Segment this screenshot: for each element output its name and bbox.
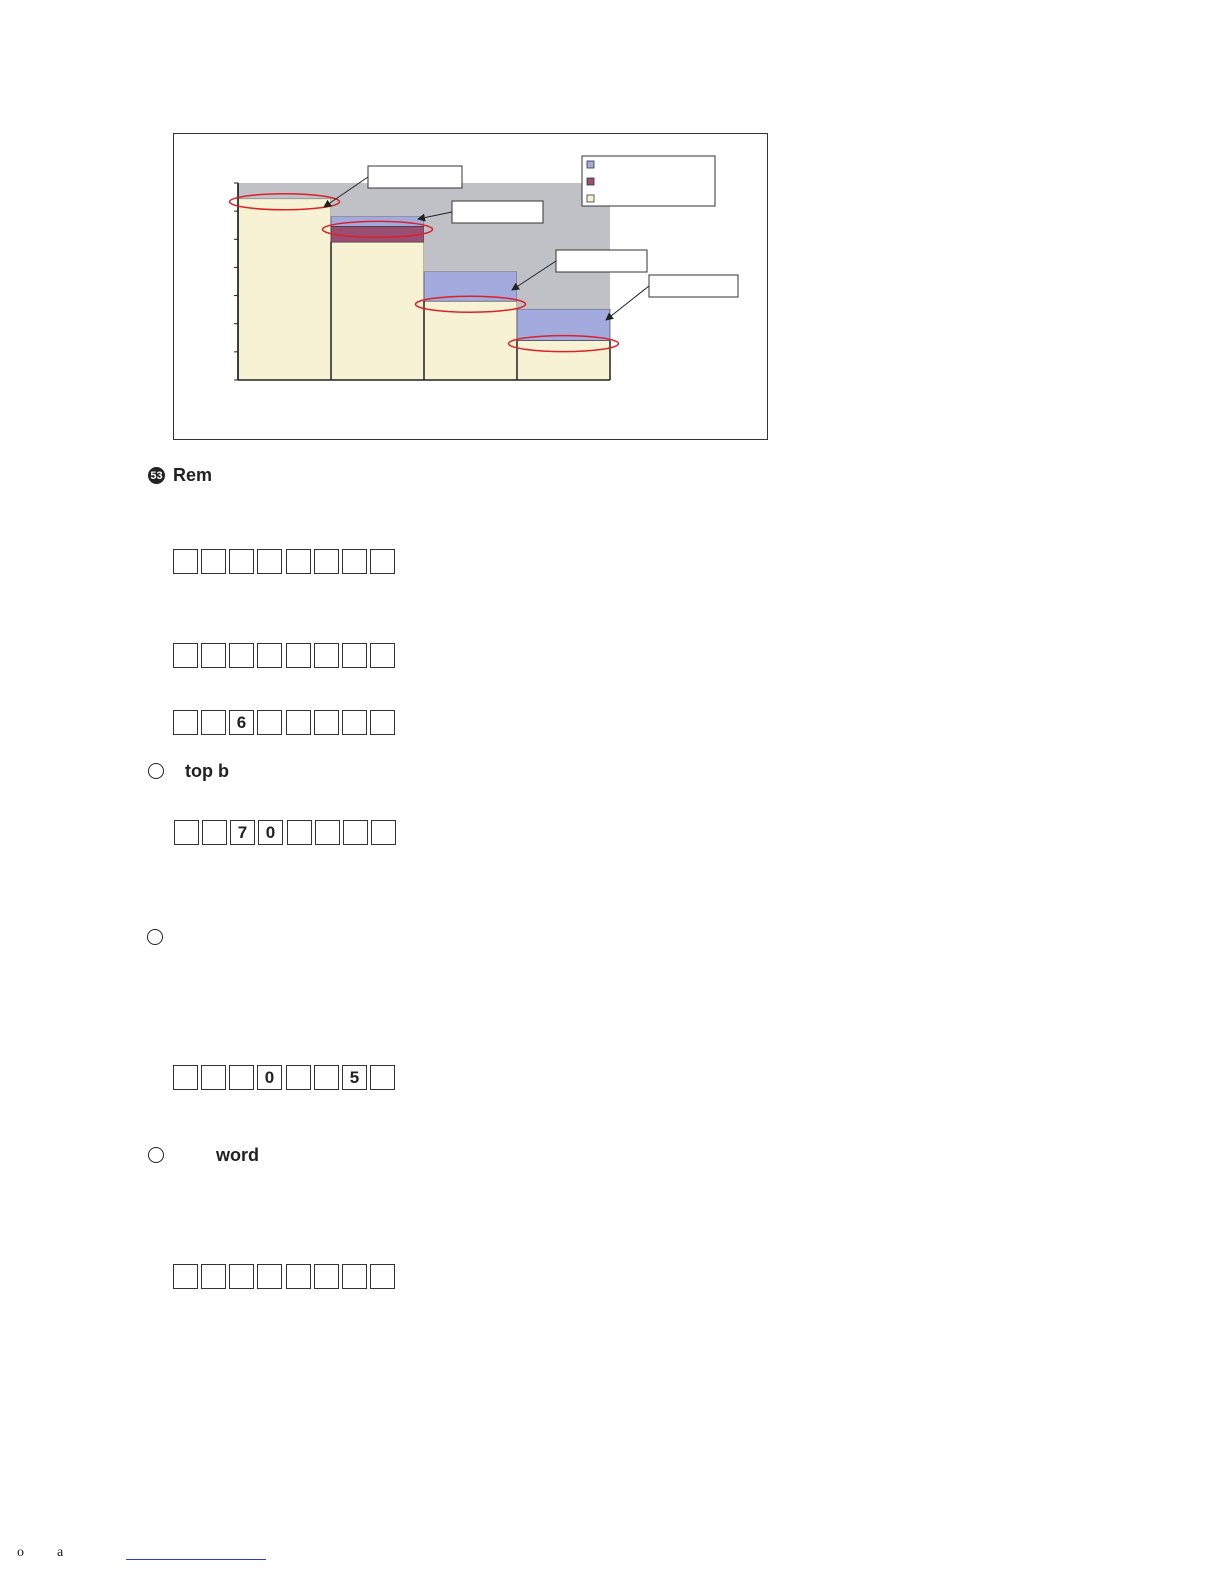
- digit-box[interactable]: 5: [342, 1065, 367, 1090]
- stacked-bar-chart: [174, 134, 769, 441]
- section-number-marker: 53: [148, 467, 165, 484]
- digit-box[interactable]: 0: [258, 820, 283, 845]
- digit-box[interactable]: [229, 549, 254, 574]
- section-circle-marker: [147, 929, 163, 945]
- digit-box[interactable]: [370, 1264, 395, 1289]
- digit-box[interactable]: [257, 1264, 282, 1289]
- digit-input-row-4[interactable]: [174, 820, 399, 846]
- digit-box[interactable]: [257, 643, 282, 668]
- digit-box[interactable]: [201, 549, 226, 574]
- section-heading: Rem: [173, 465, 213, 485]
- section-circle-marker: [148, 1147, 164, 1163]
- section-heading: top b: [185, 761, 229, 781]
- footer-text-left: o: [17, 1545, 24, 1560]
- digit-box[interactable]: [286, 710, 311, 735]
- digit-box[interactable]: [371, 820, 396, 845]
- digit-input-row-5[interactable]: [173, 1065, 398, 1091]
- digit-box[interactable]: [202, 820, 227, 845]
- digit-box[interactable]: [173, 643, 198, 668]
- digit-box[interactable]: [314, 1065, 339, 1090]
- footer-link-underline[interactable]: [126, 1559, 266, 1560]
- digit-box[interactable]: [342, 710, 367, 735]
- digit-input-row-6[interactable]: [173, 1264, 398, 1290]
- section-heading: word: [216, 1145, 259, 1165]
- digit-box[interactable]: [343, 820, 368, 845]
- digit-box[interactable]: [370, 549, 395, 574]
- digit-box[interactable]: 0: [257, 1065, 282, 1090]
- digit-box[interactable]: [342, 643, 367, 668]
- digit-input-row-1[interactable]: [173, 549, 398, 575]
- footer-text-right: a: [57, 1545, 64, 1560]
- digit-box[interactable]: [342, 1264, 367, 1289]
- annotation-box: [452, 201, 543, 223]
- bar-segment: [238, 183, 331, 199]
- legend-swatch: [587, 195, 594, 202]
- digit-box[interactable]: [201, 710, 226, 735]
- bar-segment: [238, 199, 331, 380]
- digit-box[interactable]: [286, 1065, 311, 1090]
- digit-box[interactable]: [173, 549, 198, 574]
- digit-box[interactable]: [229, 643, 254, 668]
- digit-box[interactable]: [257, 549, 282, 574]
- digit-box[interactable]: [201, 1264, 226, 1289]
- legend-box: [582, 156, 715, 206]
- digit-box[interactable]: 7: [230, 820, 255, 845]
- digit-box[interactable]: [286, 643, 311, 668]
- digit-box[interactable]: [314, 1264, 339, 1289]
- annotation-arrow: [606, 286, 649, 320]
- bar-segment: [331, 226, 424, 242]
- bar-segment: [331, 242, 424, 380]
- legend-swatch: [587, 178, 594, 185]
- annotation-box: [556, 250, 647, 272]
- digit-box[interactable]: [257, 710, 282, 735]
- digit-box[interactable]: [370, 1065, 395, 1090]
- bar-segment: [517, 341, 610, 380]
- digit-box[interactable]: [342, 549, 367, 574]
- chart-frame: [173, 133, 768, 440]
- digit-box[interactable]: [286, 1264, 311, 1289]
- digit-box[interactable]: [173, 1264, 198, 1289]
- digit-box[interactable]: [201, 1065, 226, 1090]
- digit-box[interactable]: [229, 1264, 254, 1289]
- digit-box[interactable]: [286, 549, 311, 574]
- digit-box[interactable]: [174, 820, 199, 845]
- digit-box[interactable]: [314, 643, 339, 668]
- annotation-box: [368, 166, 462, 188]
- digit-box[interactable]: [287, 820, 312, 845]
- digit-box[interactable]: [370, 710, 395, 735]
- digit-box[interactable]: [314, 710, 339, 735]
- section-circle-marker: [148, 763, 164, 779]
- annotation-box: [649, 275, 738, 297]
- digit-box[interactable]: [314, 549, 339, 574]
- digit-input-row-2[interactable]: [173, 643, 398, 669]
- digit-box[interactable]: [370, 643, 395, 668]
- bar-segment: [424, 301, 517, 380]
- digit-box[interactable]: 6: [229, 710, 254, 735]
- digit-box[interactable]: [173, 1065, 198, 1090]
- digit-box[interactable]: [229, 1065, 254, 1090]
- bar-segment: [424, 183, 517, 272]
- digit-input-row-3[interactable]: [173, 710, 398, 736]
- legend-swatch: [587, 161, 594, 168]
- digit-box[interactable]: [201, 643, 226, 668]
- digit-box[interactable]: [315, 820, 340, 845]
- digit-box[interactable]: [173, 710, 198, 735]
